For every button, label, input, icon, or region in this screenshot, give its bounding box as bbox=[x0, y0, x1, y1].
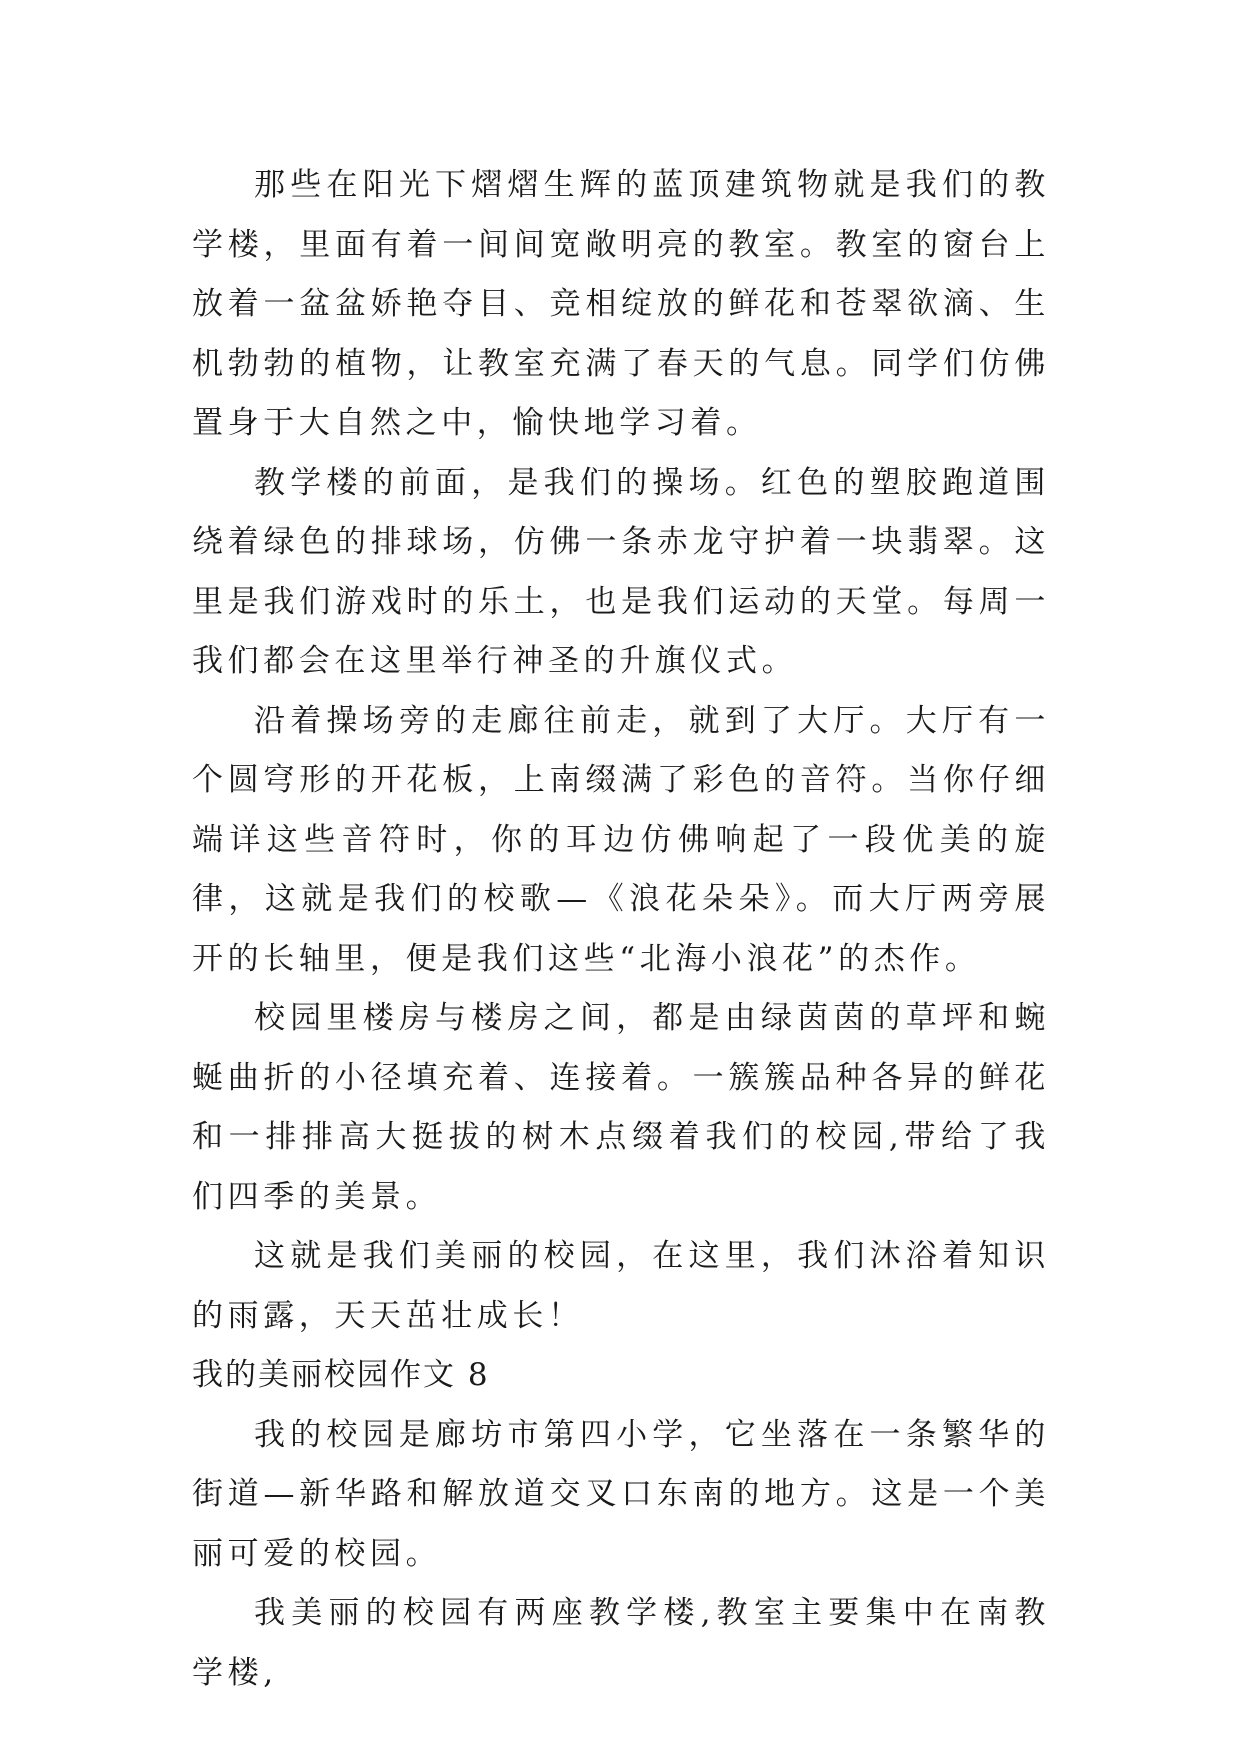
section-paragraph-1: 我的校园是廊坊市第四小学，它坐落在一条繁华的街道—新华路和解放道交叉口东南的地方。这是一个美丽可爱的校园。 bbox=[192, 1416, 1050, 1572]
paragraph-5: 这就是我们美丽的校园，在这里，我们沐浴着知识的雨露，天天茁壮成长！ bbox=[192, 1238, 1050, 1334]
paragraph-1: 那些在阳光下熠熠生辉的蓝顶建筑物就是我们的教学楼，里面有着一间间宽敞明亮的教室。教室的窗台上放着一盆盆娇艳夺目、竞相绽放的鲜花和苍翠欲滴、生机勃勃的植物，让教室充满了春天的气息。同学们仿佛置身于大自然之中，愉快地学习着。 bbox=[192, 167, 1050, 441]
paragraph-3: 沿着操场旁的走廊往前走，就到了大厅。大厅有一个圆穹形的开花板，上南缀满了彩色的音符。当你仔细端详这些音符时，你的耳边仿佛响起了一段优美的旋律，这就是我们的校歌—《浪花朵朵》。而大厅两旁展开的长轴里，便是我们这些“北海小浪花”的杰作。 bbox=[192, 702, 1050, 977]
document-body bbox=[192, 156, 1050, 1703]
paragraph-2: 教学楼的前面，是我们的操场。红色的塑胶跑道围绕着绿色的排球场，仿佛一条赤龙守护着一块翡翠。这里是我们游戏时的乐土，也是我们运动的天堂。每周一我们都会在这里举行神圣的升旗仪式。 bbox=[192, 464, 1050, 679]
section-title: 我的美丽校园作文 8 bbox=[192, 1357, 490, 1393]
paragraph-4: 校园里楼房与楼房之间，都是由绿茵茵的草坪和蜿蜒曲折的小径填充着、连接着。一簇簇品种各异的鲜花和一排排高大挺拔的树木点缀着我们的校园,带给了我们四季的美景。 bbox=[192, 1000, 1050, 1215]
section-paragraph-2: 我美丽的校园有两座教学楼,教室主要集中在南教学楼, bbox=[192, 1595, 1050, 1691]
